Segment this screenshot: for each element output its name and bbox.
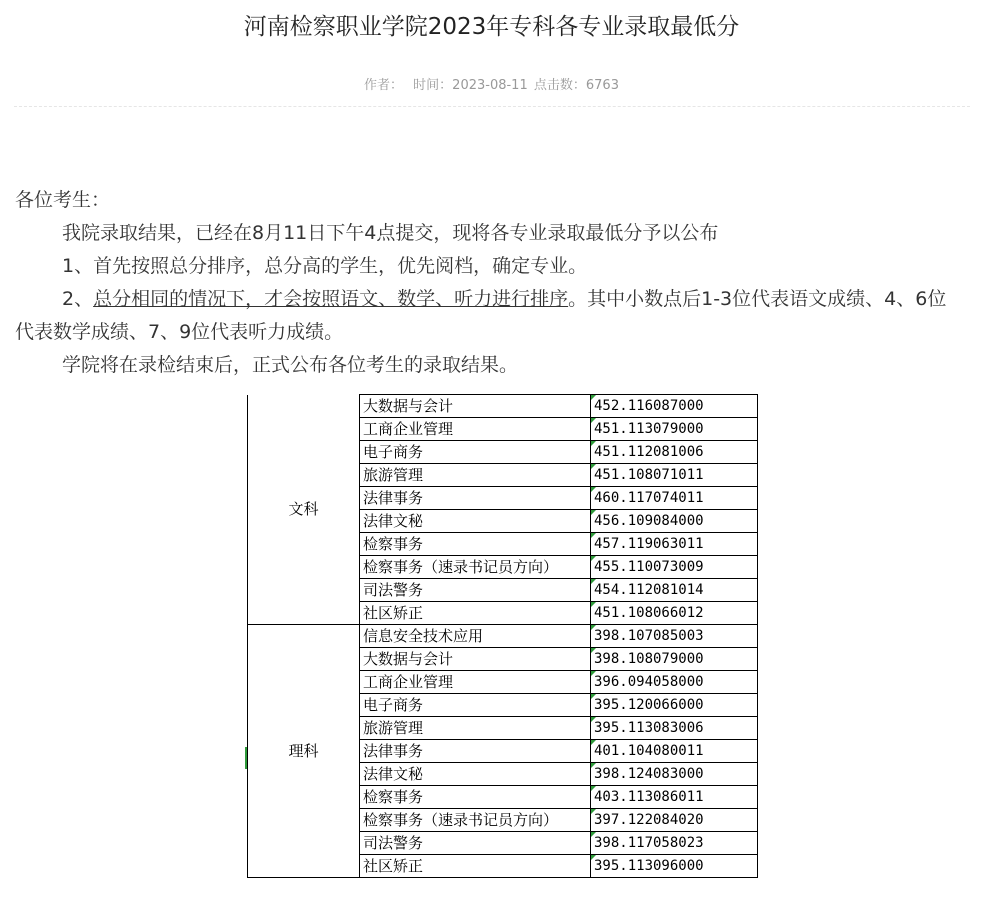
score-cell: 398.108079000: [591, 648, 758, 671]
major-cell: 旅游管理: [360, 464, 591, 487]
major-cell: 工商企业管理: [360, 671, 591, 694]
article-meta: [0, 76, 983, 96]
major-cell: 信息安全技术应用: [360, 625, 591, 648]
major-cell: 法律文秘: [360, 510, 591, 533]
score-cell: 398.124083000: [591, 763, 758, 786]
cell-selection-marker: [245, 747, 247, 769]
major-cell: 检察事务（速录书记员方向）: [360, 809, 591, 832]
score-cell: 451.113079000: [591, 418, 758, 441]
publish-time: 时间：2023-08-11: [413, 78, 528, 93]
score-cell: 395.113096000: [591, 855, 758, 878]
greeting: 各位考生：: [15, 189, 111, 211]
table-row: [248, 395, 758, 418]
rule-2-underlined: 总分相同的情况下，才会按照语文、数学、听力进行排序: [93, 288, 569, 310]
major-cell: 检察事务: [360, 786, 591, 809]
score-cell: 403.113086011: [591, 786, 758, 809]
major-cell: 电子商务: [360, 694, 591, 717]
score-cell: 454.112081014: [591, 579, 758, 602]
score-cell: 397.122084020: [591, 809, 758, 832]
major-cell: 检察事务: [360, 533, 591, 556]
score-cell: 401.104080011: [591, 740, 758, 763]
paragraph-closing: 学院将在录检结束后，正式公布各位考生的录取结果。: [62, 354, 519, 376]
score-cell: 395.120066000: [591, 694, 758, 717]
table-row: [248, 625, 758, 648]
score-cell: 456.109084000: [591, 510, 758, 533]
major-cell: 大数据与会计: [360, 648, 591, 671]
major-cell: 大数据与会计: [360, 395, 591, 418]
category-cell: 文科: [248, 395, 360, 625]
score-table-body: [248, 395, 758, 878]
article-body: [15, 184, 965, 382]
view-count: 点击数：6763: [533, 78, 619, 93]
paragraph-announcement: 我院录取结果，已经在8月11日下午4点提交，现将各专业录取最低分予以公布: [62, 222, 719, 244]
score-cell: 451.108066012: [591, 602, 758, 625]
author-label: 作者：: [364, 78, 404, 93]
score-cell: 457.119063011: [591, 533, 758, 556]
score-cell: 395.113083006: [591, 717, 758, 740]
score-cell: 451.108071011: [591, 464, 758, 487]
score-cell: 396.094058000: [591, 671, 758, 694]
paragraph-rule-1: 1、首先按照总分排序，总分高的学生，优先阅档，确定专业。: [62, 255, 588, 277]
score-cell: 398.117058023: [591, 832, 758, 855]
major-cell: 司法警务: [360, 579, 591, 602]
paragraph-rule-2: [15, 283, 965, 349]
header-divider: [14, 106, 970, 107]
major-cell: 社区矫正: [360, 602, 591, 625]
score-cell: 398.107085003: [591, 625, 758, 648]
rule-2-suffix: 。其中小数点后1-3位代表语文成绩、4、6位代表数学成绩、7、9位代表听力成绩。: [15, 288, 947, 343]
score-cell: 460.117074011: [591, 487, 758, 510]
major-cell: 工商企业管理: [360, 418, 591, 441]
score-cell: 455.110073009: [591, 556, 758, 579]
major-cell: 法律事务: [360, 740, 591, 763]
major-cell: 社区矫正: [360, 855, 591, 878]
rule-2-prefix: 2、: [62, 288, 94, 310]
page-title: 河南检察职业学院2023年专科各专业录取最低分: [243, 14, 740, 40]
major-cell: 旅游管理: [360, 717, 591, 740]
score-table: [247, 394, 758, 878]
major-cell: 电子商务: [360, 441, 591, 464]
score-cell: 452.116087000: [591, 395, 758, 418]
score-cell: 451.112081006: [591, 441, 758, 464]
category-cell: 理科: [248, 625, 360, 878]
major-cell: 法律事务: [360, 487, 591, 510]
major-cell: 司法警务: [360, 832, 591, 855]
major-cell: 法律文秘: [360, 763, 591, 786]
major-cell: 检察事务（速录书记员方向）: [360, 556, 591, 579]
